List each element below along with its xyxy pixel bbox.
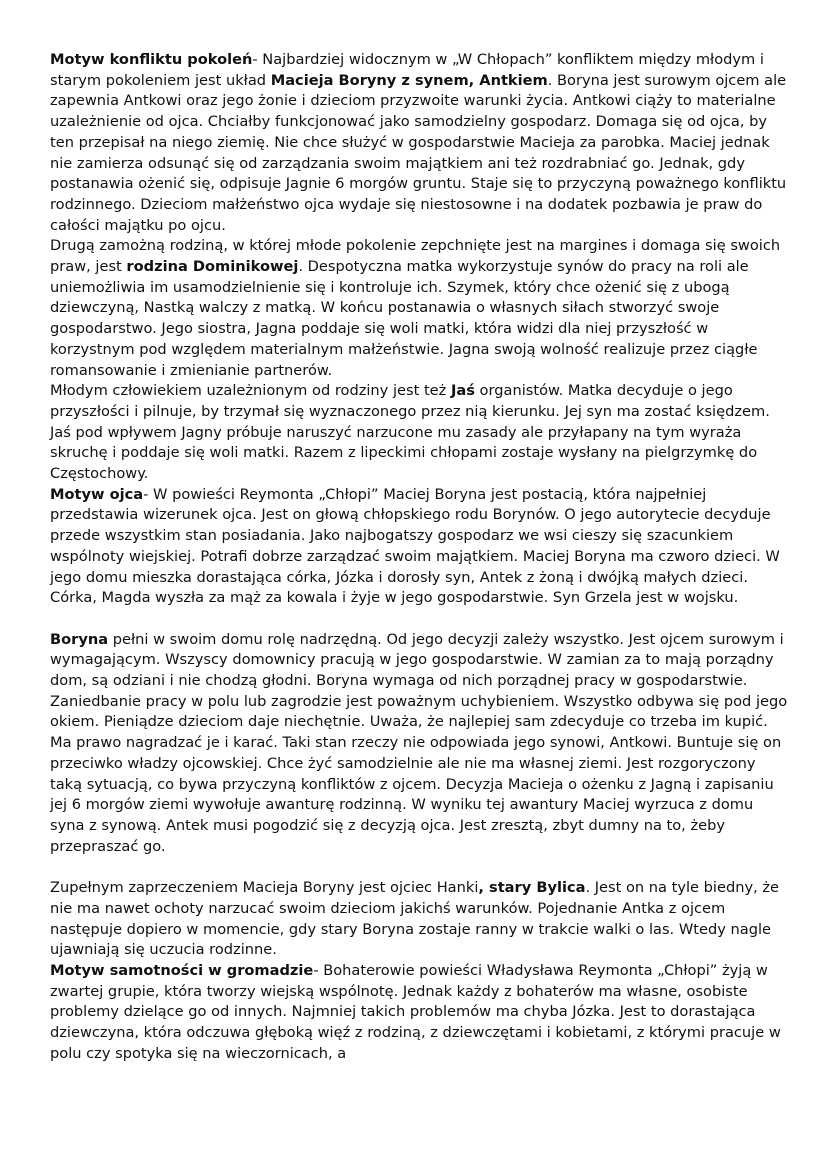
- paragraph: [50, 236, 790, 381]
- bold-text-run: Motyw konfliktu pokoleń: [50, 51, 253, 68]
- bold-text-run: , stary Bylica: [478, 879, 586, 897]
- bold-text-run: Motyw samotności w gromadzie: [50, 961, 314, 979]
- text-run: Drugą zamożną rodziną, w której młode pokolenie zepchnięte jest na margines i domaga się swoich praw, jest: [50, 237, 781, 276]
- paragraph: [50, 50, 790, 236]
- text-run: - W powieści Reymonta „Chłopi” Maciej Boryna jest postacią, która najpełniej przedstawia wizerunek ojca. Jest on głową chłopskiego rodu Borynów. O jego autorytecie decyduje przede wszystkim stan posiadania. Jako najbogatszy gospodarz we wsi cieszy się szacunkiem wspólnoty wiejskiej. Potrafi dobrze zarządzać swoim majątkiem. Maciej Boryna ma czworo dzieci. W jego domu mieszka dorastająca córka, Józka i dorosły syn, Antek z żoną i dwójką małych dzieci. Córka, Magda wyszła za mąż za kowala i żyje w jego gospodarstwie. Syn Grzela jest w wojsku.: [50, 485, 780, 607]
- text-run: organistów. Matka decyduje o jego przyszłości i pilnuje, by trzymał się wyznaczonego przez nią kierunku. Jej syn ma zostać księdzem. Jaś pod wpływem Jagny próbuje naruszyć narzucone mu zasady ale przyłapany na tym wyraża skruchę i poddaje się woli matki. Razem z lipeckimi chłopami zostaje wysłany na pielgrzymkę do Częstochowy.: [50, 382, 770, 483]
- text-run: - Bohaterowie powieści Władysława Reymonta „Chłopi” żyją w zwartej grupie, która tworzy wiejską wspólnotę. Jednak każdy z bohaterów ma własne, osobiste problemy dzielące go od innych. Najmniej takich problemów ma chyba Józka. Jest to dorastająca dziewczyna, która odczuwa głęboką więź z rodziną, z dziewczętami i kobietami, z którymi pracuje w polu czy spotyka się na wieczornicach, a: [50, 961, 781, 1062]
- paragraph: [50, 485, 790, 609]
- text-run: . Boryna jest surowym ojcem ale zapewnia Antkowi oraz jego żonie i dzieciom przyzwoite warunki życia. Antkowi ciąży to materialne uzależnienie od ojca. Chciałby funkcjonować jako samodzielny gospodarz. Domaga się od ojca, by ten przepisał na niego ziemię. Nie chce służyć w gospodarstwie Macieja za parobka. Maciej jednak nie zamierza odsunąć się od zarządzania swoim majątkiem ani też rozdrabniać go. Jednak, gdy postanawia ożenić się, odpisuje Jagnie 6 morgów gruntu. Staje się to przyczyną poważnego konfliktu rodzinnego. Dzieciom małżeństwo ojca wydaje się niestosowne i na dodatek pozbawia je praw do całości majątku po ojcu.: [50, 71, 787, 234]
- bold-text-run: Jaś: [450, 382, 475, 400]
- text-run: . Jest on na tyle biedny, że nie ma nawet ochoty narzucać swoim dzieciom jakichś warunków. Pojednanie Antka z ojcem następuje dopiero w momencie, gdy stary Boryna zostaje ranny w trakcie walki o las. Wtedy nagle ujawniają się uczucia rodzinne.: [50, 879, 780, 959]
- bold-text-run: Motyw ojca: [50, 485, 144, 503]
- document-body: [50, 50, 790, 1064]
- bold-text-run: Boryna: [50, 630, 109, 648]
- bold-text-run: Macieja Boryny z synem, Antkiem: [270, 71, 548, 89]
- paragraph: [50, 630, 790, 858]
- paragraph: [50, 381, 790, 485]
- text-run: Zupełnym zaprzeczeniem Macieja Boryny jest ojciec Hanki: [50, 879, 479, 897]
- text-run: . Despotyczna matka wykorzystuje synów do pracy na roli ale uniemożliwia im usamodzielnienie się i kontroluje ich. Szymek, który chce ożenić się z ubogą dziewczyną, Nastką walczy z matką. W końcu postanawia o własnych siłach stworzyć swoje gospodarstwo. Jego siostra, Jagna poddaje się woli matki, która widzi dla niej przyszłość w korzystnym pod względem materialnym małżeństwie. Jagna swoją wolność realizuje przez ciągłe romansowanie i zmienianie partnerów.: [50, 258, 758, 379]
- paragraph: [50, 878, 790, 961]
- bold-text-run: rodzina Dominikowej: [126, 258, 299, 276]
- paragraph: [50, 961, 790, 1065]
- text-run: - Najbardziej widocznym w „W Chłopach” konfliktem między młodym i starym pokoleniem jest układ: [50, 51, 764, 89]
- text-run: Młodym człowiekiem uzależnionym od rodziny jest też: [50, 382, 451, 400]
- text-run: pełni w swoim domu rolę nadrzędną. Od jego decyzji zależy wszystko. Jest ojcem surowym i wymagającym. Wszyscy domownicy pracują w jego gospodarstwie. W zamian za to mają porządny dom, są odziani i nie chodzą głodni. Boryna wymaga od nich porządnej pracy w gospodarstwie. Zaniedbanie pracy w polu lub zagrodzie jest poważnym uchybieniem. Wszystko odbywa się pod jego okiem. Pieniądze dzieciom daje niechętnie. Uważa, że najlepiej sam zdecyduje co trzeba im kupić. Ma prawo nagradzać je i karać. Taki stan rzeczy nie odpowiada jego synowi, Antkowi. Buntuje się on przeciwko władzy ojcowskiej. Chce żyć samodzielnie ale nie ma własnej ziemi. Jest rozgoryczony taką sytuacją, co bywa przyczyną konfliktów z ojcem. Decyzja Macieja o ożenku z Jagną i zapisaniu jej 6 morgów ziemi wywołuje awanturę rodzinną. W wyniku tej awantury Maciej wyrzuca z domu syna z synową. Antek musi pogodzić się z decyzją ojca. Jest zresztą, zbyt dumny na to, żeby przepraszać go.: [50, 630, 788, 855]
